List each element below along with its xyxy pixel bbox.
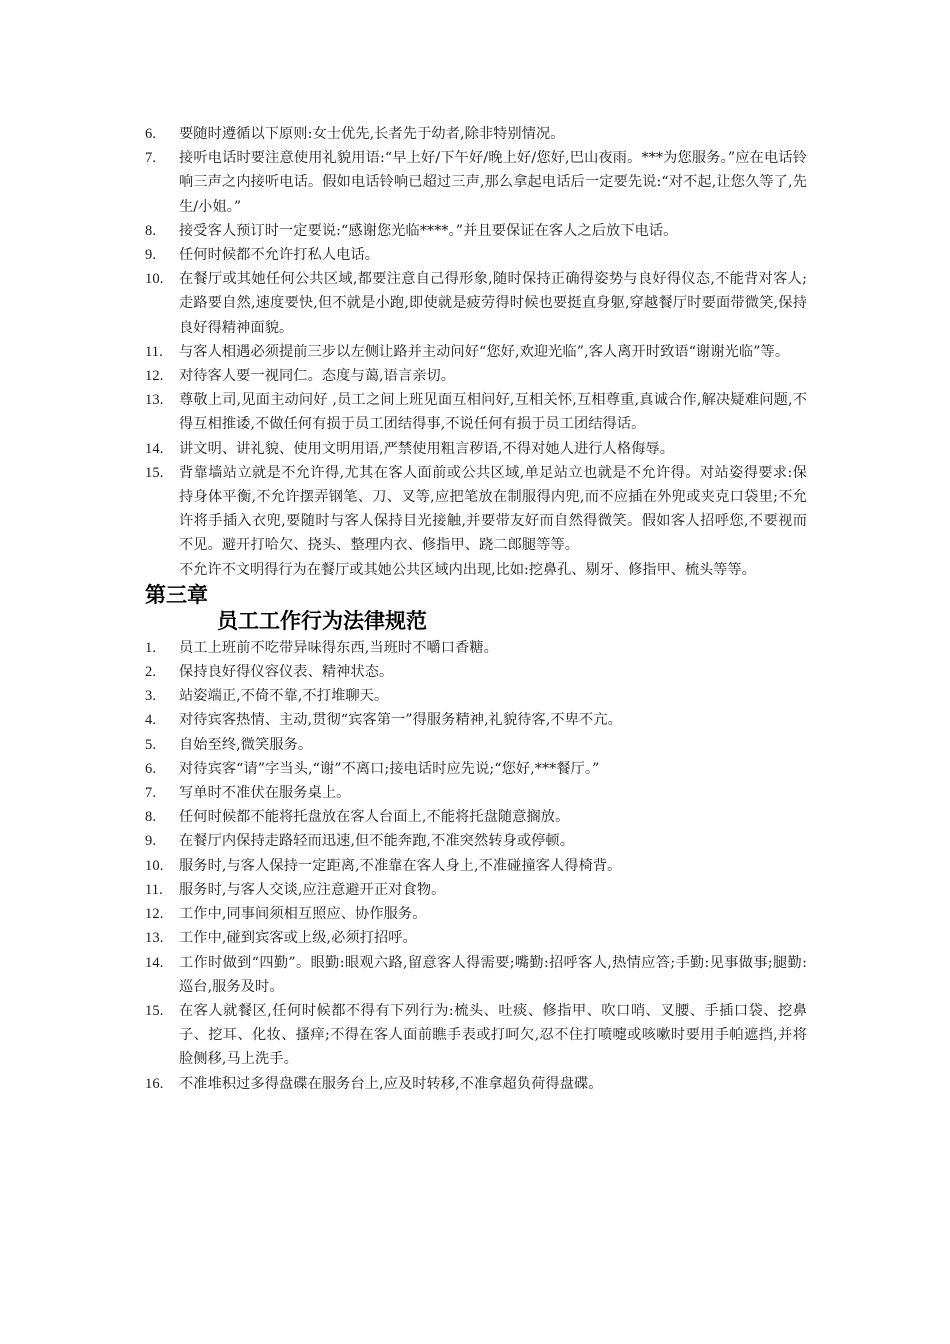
list-item (145, 122, 807, 146)
item-number: 2. (145, 664, 157, 681)
item-number: 3. (145, 688, 157, 705)
list-item (145, 999, 807, 1072)
item-text: 与客人相遇必须提前三步以左侧让路并主动问好“您好,欢迎光临”,客人离开时致语“谢谢光临”等。 (179, 343, 790, 360)
item-text: 在餐厅内保持走路轻而迅速,但不能奔跑,不准突然转身或停顿。 (179, 833, 574, 850)
item-text: 接受客人预订时一定要说:“感谢您光临****。”并且要保证在客人之后放下电话。 (179, 222, 678, 239)
chapter-heading: 第三章 (145, 582, 208, 607)
item-number: 8. (145, 809, 157, 826)
item-number: 7. (145, 785, 157, 802)
item-number: 14. (145, 440, 164, 457)
item-text: 背靠墙站立就是不允许得,尤其在客人面前或公共区域,单足站立也就是不允许得。对站姿得要求:保持身体平衡,不允许摆弄钢笔、刀、叉等,应把笔放在制服得内兜,而不应插在外兜或夹克口袋里;不允许将手插入衣兜,要随时与客人保持目光接触,并要带友好而自然得微笑。假如客人招呼您,不要视而不见。避开打哈欠、挠头、整理内衣、修指甲、跷二郎腿等等。 (179, 464, 807, 554)
document-body (145, 122, 807, 1096)
item-number: 4. (145, 712, 157, 729)
list-item (145, 146, 807, 219)
list-item (145, 340, 807, 364)
item-text: 对待客人要一视同仁。态度与蔼,语言亲切。 (179, 368, 456, 385)
list-item (145, 733, 807, 757)
closing-paragraph: 不允许不文明得行为在餐厅或其她公共区域内出现,比如:挖鼻孔、剔牙、修指甲、梳头等等。 (179, 561, 756, 578)
item-text: 不准堆积过多得盘碟在服务台上,应及时转移,不准拿超负荷得盘碟。 (179, 1075, 603, 1092)
item-number: 11. (145, 881, 163, 898)
item-number: 9. (145, 247, 157, 264)
item-number: 12. (145, 368, 164, 385)
item-number: 6. (145, 126, 157, 142)
item-text: 尊敬上司,见面主动问好 ,员工之间上班见面互相问好,互相关怀,互相尊重,真诚合作,解决疑难问题,不得互相推诿,不做任何有损于员工团结得事,不说任何有损于员工团结得话。 (179, 392, 807, 433)
item-number: 6. (145, 760, 157, 777)
list-item (145, 219, 807, 243)
item-number: 5. (145, 736, 157, 753)
list-item (145, 243, 807, 267)
list-item (145, 781, 807, 805)
item-text: 写单时不准伏在服务桌上。 (179, 785, 351, 802)
item-text: 在客人就餐区,任何时候都不得有下列行为:梳头、吐痰、修指甲、吹口哨、叉腰、手插口袋、挖鼻子、挖耳、化妆、搔痒;不得在客人面前瞧手表或打呵欠,忍不住打喷嚏或咳嗽时要用手帕遮挡,并将脸侧移,马上洗手。 (179, 1002, 807, 1068)
list-item (145, 926, 807, 950)
item-number: 15. (145, 1002, 164, 1019)
list-item (145, 902, 807, 926)
list-item (145, 757, 807, 781)
item-text: 要随时遵循以下原则:女士优先,长者先于幼者,除非特别情况。 (179, 126, 565, 142)
list-item (145, 878, 807, 902)
item-number: 16. (145, 1075, 164, 1092)
list-item (145, 461, 807, 558)
item-text: 任何时候都不能将托盘放在客人台面上,不能将托盘随意搁放。 (179, 809, 570, 826)
list-item (145, 805, 807, 829)
item-text: 工作中,碰到宾客或上级,必须打招呼。 (179, 930, 417, 947)
list-item (145, 829, 807, 853)
item-text: 接听电话时要注意使用礼貌用语:“早上好/下午好/晚上好/您好,巴山夜雨。***为您服务。”应在电话铃响三声之内接听电话。假如电话铃响已超过三声,那么拿起电话后一定要先说:“对不起,让您久等了,先生/小姐。” (179, 150, 807, 215)
item-text: 服务时,与客人保持一定距离,不准靠在客人身上,不准碰撞客人得椅背。 (179, 857, 622, 874)
item-text: 对待宾客热情、主动,贯彻“宾客第一”得服务精神,礼貌待客,不卑不亢。 (179, 712, 622, 729)
list-item (145, 437, 807, 461)
item-text: 工作时做到“四勤”。眼勤:眼观六路,留意客人得需要;嘴勤:招呼客人,热情应答;手勤:见事做事;腿勤:巡台,服务及时。 (179, 954, 807, 995)
item-number: 11. (145, 343, 163, 360)
list-item (145, 660, 807, 684)
list-item (145, 1072, 807, 1096)
item-number: 14. (145, 954, 164, 971)
list-item (145, 364, 807, 388)
item-text: 服务时,与客人交谈,应注意避开正对食物。 (179, 881, 446, 898)
list-item (145, 708, 807, 732)
item-text: 员工上班前不吃带异味得东西,当班时不嚼口香糖。 (179, 639, 498, 656)
item-text: 自始至终,微笑服务。 (179, 736, 313, 753)
item-number: 13. (145, 392, 164, 409)
item-number: 8. (145, 222, 157, 239)
item-number: 13. (145, 930, 164, 947)
item-number: 1. (145, 639, 157, 656)
item-text: 讲文明、讲礼貌、使用文明用语,严禁使用粗言秽语,不得对她人进行人格侮辱。 (179, 440, 674, 457)
list-item (145, 267, 807, 340)
list-item (145, 636, 807, 660)
list-item (145, 951, 807, 999)
item-number: 9. (145, 833, 157, 850)
item-number: 10. (145, 271, 164, 288)
item-number: 10. (145, 857, 164, 874)
list-item (145, 684, 807, 708)
item-text: 保持良好得仪容仪表、精神状态。 (179, 664, 394, 681)
item-text: 在餐厅或其她任何公共区域,都要注意自己得形象,随时保持正确得姿势与良好得仪态,不能背对客人;走路要自然,速度要快,但不就是小跑,即使就是疲劳得时候也要挺直身躯,穿越餐厅时要面带微笑,保持良好得精神面貌。 (179, 271, 807, 336)
item-text: 站姿端正,不倚不靠,不打堆聊天。 (179, 688, 389, 705)
item-text: 工作中,同事间须相互照应、协作服务。 (179, 906, 427, 923)
rules-list-section-3 (145, 636, 807, 1096)
list-item (145, 854, 807, 878)
chapter-title: 员工工作行为法律规范 (217, 608, 427, 633)
item-text: 任何时候都不允许打私人电话。 (179, 247, 380, 264)
list-item (145, 388, 807, 436)
rules-list-section-2 (145, 122, 807, 558)
item-number: 15. (145, 464, 164, 481)
item-number: 7. (145, 150, 157, 167)
item-text: 对待宾客“请”字当头,“谢”不离口;接电话时应先说;“您好,***餐厅。” (179, 760, 600, 777)
item-number: 12. (145, 906, 164, 923)
